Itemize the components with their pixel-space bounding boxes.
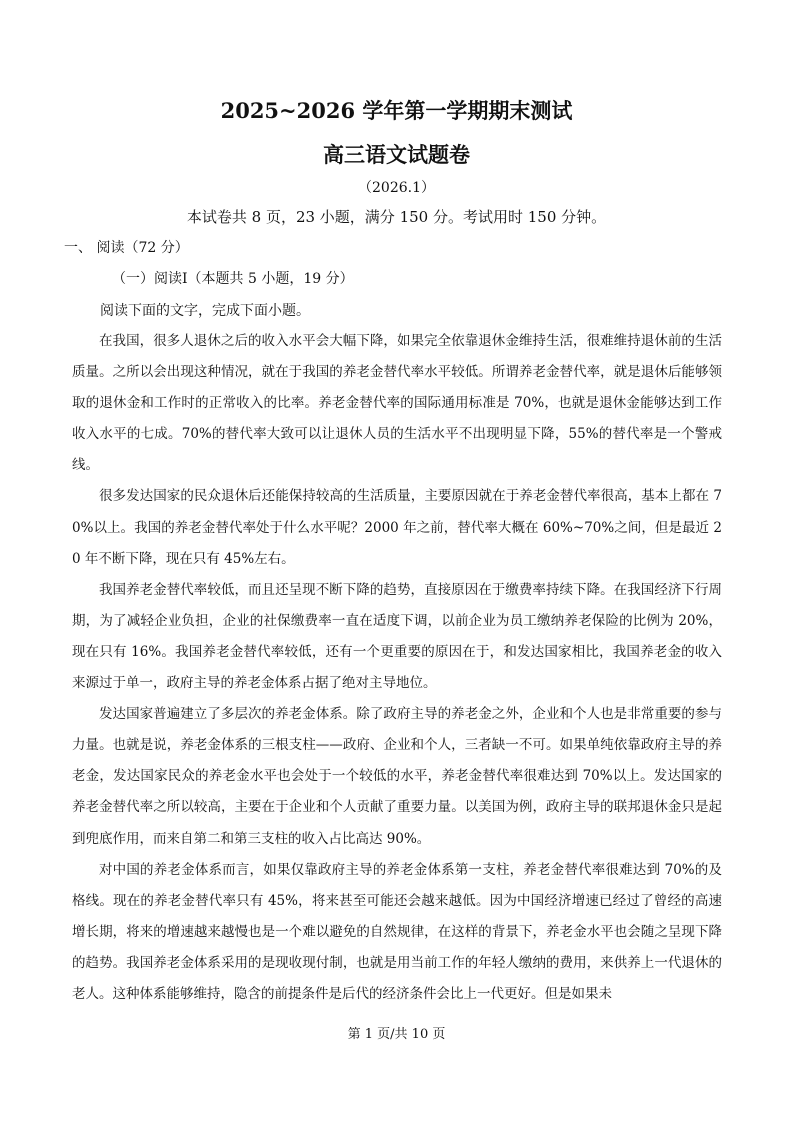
- passage-paragraph-4: 发达国家普遍建立了多层次的养老金体系。除了政府主导的养老金之外，企业和个人也是非常重要的参与力量。也就是说，养老金体系的三根支柱——政府、企业和个人，三者缺一不可。如果单纯依靠政府主导的养老金，发达国家民众的养老金水平也会处于一个较低的水平，养老金替代率很难达到 70%以上。发达国家的养老金替代率之所以较高，主要在于企业和个人贡献了重要力量。以美国为例，政府主导的联邦退休金只是起到兜底作用，而来自第二和第三支柱的收入占比高达 90%。: [72, 706, 722, 847]
- exam-date: （2026.1）: [358, 180, 435, 196]
- reading-instruction: 阅读下面的文字，完成下面小题。: [100, 303, 310, 319]
- passage-paragraph-2: 很多发达国家的民众退休后还能保持较高的生活质量，主要原因就在于养老金替代率很高，基本上都在 70%以上。我国的养老金替代率处于什么水平呢？2000 年之前，替代率大概在 60%~70%之间，但是最近 20 年不断下降，现在只有 45%左右。: [72, 488, 722, 567]
- passage-paragraph-5: 对中国的养老金体系而言，如果仅靠政府主导的养老金体系第一支柱，养老金替代率很难达到 70%的及格线。现在的养老金替代率只有 45%，将来甚至可能还会越来越低。因为中国经济增速已经过了曾经的高速增长期，将来的增速越来越慢也是一个难以避免的自然规律，在这样的背景下，养老金水平也会随之呈现下降的趋势。我国养老金体系采用的是现收现付制，也就是用当前工作的年轻人缴纳的费用，来供养上一代退休的老人。这种体系能够维持，隐含的前提条件是后代的经济条件会比上一代更好。但是如果未: [72, 861, 722, 1002]
- exam-subtitle: 高三语文试题卷: [323, 142, 470, 167]
- page-number: 第 1 页/共 10 页: [347, 1027, 446, 1042]
- passage-paragraph-1: 在我国，很多人退休之后的收入水平会大幅下降，如果完全依靠退休金维持生活，很难维持退休前的生活质量。之所以会出现这种情况，就在于我国的养老金替代率水平较低。所谓养老金替代率，就是退休后能够领取的退休金和工作时的正常收入的比率。养老金替代率的国际通用标准是 70%，也就是退休金能够达到工作收入水平的七成。70%的替代率大致可以让退休人员的生活水平不出现明显下降，55%的替代率是一个警戒线。: [72, 333, 722, 474]
- section-heading: 一、 阅读（72 分）: [64, 240, 189, 256]
- exam-info: 本试卷共 8 页，23 小题，满分 150 分。考试用时 150 分钟。: [186, 208, 607, 226]
- subsection-heading: （一）阅读Ⅰ（本题共 5 小题，19 分）: [112, 271, 354, 287]
- exam-title: 2025~2026 学年第一学期期末测试: [220, 98, 573, 123]
- reading-passage: [72, 326, 722, 1010]
- passage-paragraph-3: 我国养老金替代率较低，而且还呈现不断下降的趋势，直接原因在于缴费率持续下降。在我国经济下行周期，为了减轻企业负担，企业的社保缴费率一直在适度下调，以前企业为员工缴纳养老保险的比例为 20%，现在只有 16%。我国养老金替代率较低，还有一个更重要的原因在于，和发达国家相比，我国养老金的收入来源过于单一，政府主导的养老金体系占据了绝对主导地位。: [72, 581, 722, 692]
